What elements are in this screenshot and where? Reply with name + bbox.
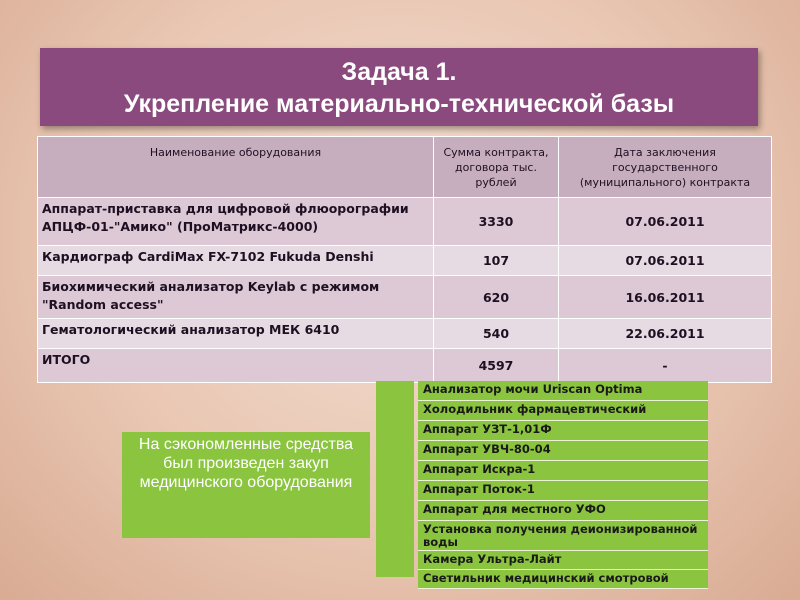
list-item: Аппарат УЗТ-1,01Ф	[418, 421, 708, 441]
list-item: Аппарат для местного УФО	[418, 501, 708, 521]
table-row	[38, 276, 772, 319]
list-item: Аппарат УВЧ-80-04	[418, 441, 708, 461]
list-item: Анализатор мочи Uriscan Optima	[418, 381, 708, 401]
row-equipment-name: Биохимический анализатор Keylab с режимом "Random access"	[38, 276, 434, 319]
purchased-equipment-list	[418, 381, 708, 589]
title-line-1: Задача 1.	[341, 58, 457, 86]
total-date: -	[559, 349, 772, 383]
row-equipment-name: Гематологический анализатор МЕК 6410	[38, 319, 434, 349]
row-equipment-name: Аппарат-приставка для цифровой флюорографии АПЦФ-01-"Амико" (ПроМатрикс-4000)	[38, 198, 434, 246]
list-item: Аппарат Искра-1	[418, 461, 708, 481]
bracket-connector	[376, 381, 414, 577]
total-sum: 4597	[434, 349, 559, 383]
list-item: Камера Ультра-Лайт	[418, 551, 708, 570]
row-contract-sum: 620	[434, 276, 559, 319]
slide-title	[40, 48, 758, 126]
header-contract-sum: Сумма контракта, договора тыс. рублей	[434, 137, 559, 198]
header-contract-date: Дата заключения государственного (муниципального) контракта	[559, 137, 772, 198]
row-contract-date: 16.06.2011	[559, 276, 772, 319]
list-item: Светильник медицинский смотровой	[418, 570, 708, 589]
row-contract-date: 22.06.2011	[559, 319, 772, 349]
list-item: Аппарат Поток-1	[418, 481, 708, 501]
row-contract-sum: 540	[434, 319, 559, 349]
list-item: Установка получения деионизированной воды	[418, 521, 708, 551]
table-row	[38, 319, 772, 349]
total-label: ИТОГО	[38, 349, 434, 383]
savings-note: На сэкономленные средства был произведен закуп медицинского оборудования	[122, 432, 370, 538]
row-contract-sum: 107	[434, 246, 559, 276]
row-equipment-name: Кардиограф CardiMax FX-7102 Fukuda Denshi	[38, 246, 434, 276]
equipment-table	[37, 136, 772, 383]
row-contract-date: 07.06.2011	[559, 246, 772, 276]
table-total-row	[38, 349, 772, 383]
title-line-2: Укрепление материально-технической базы	[123, 90, 675, 118]
table-header-row	[38, 137, 772, 198]
table-row	[38, 198, 772, 246]
table-row	[38, 246, 772, 276]
row-contract-date: 07.06.2011	[559, 198, 772, 246]
list-item: Холодильник фармацевтический	[418, 401, 708, 421]
header-equipment-name: Наименование оборудования	[38, 137, 434, 198]
row-contract-sum: 3330	[434, 198, 559, 246]
